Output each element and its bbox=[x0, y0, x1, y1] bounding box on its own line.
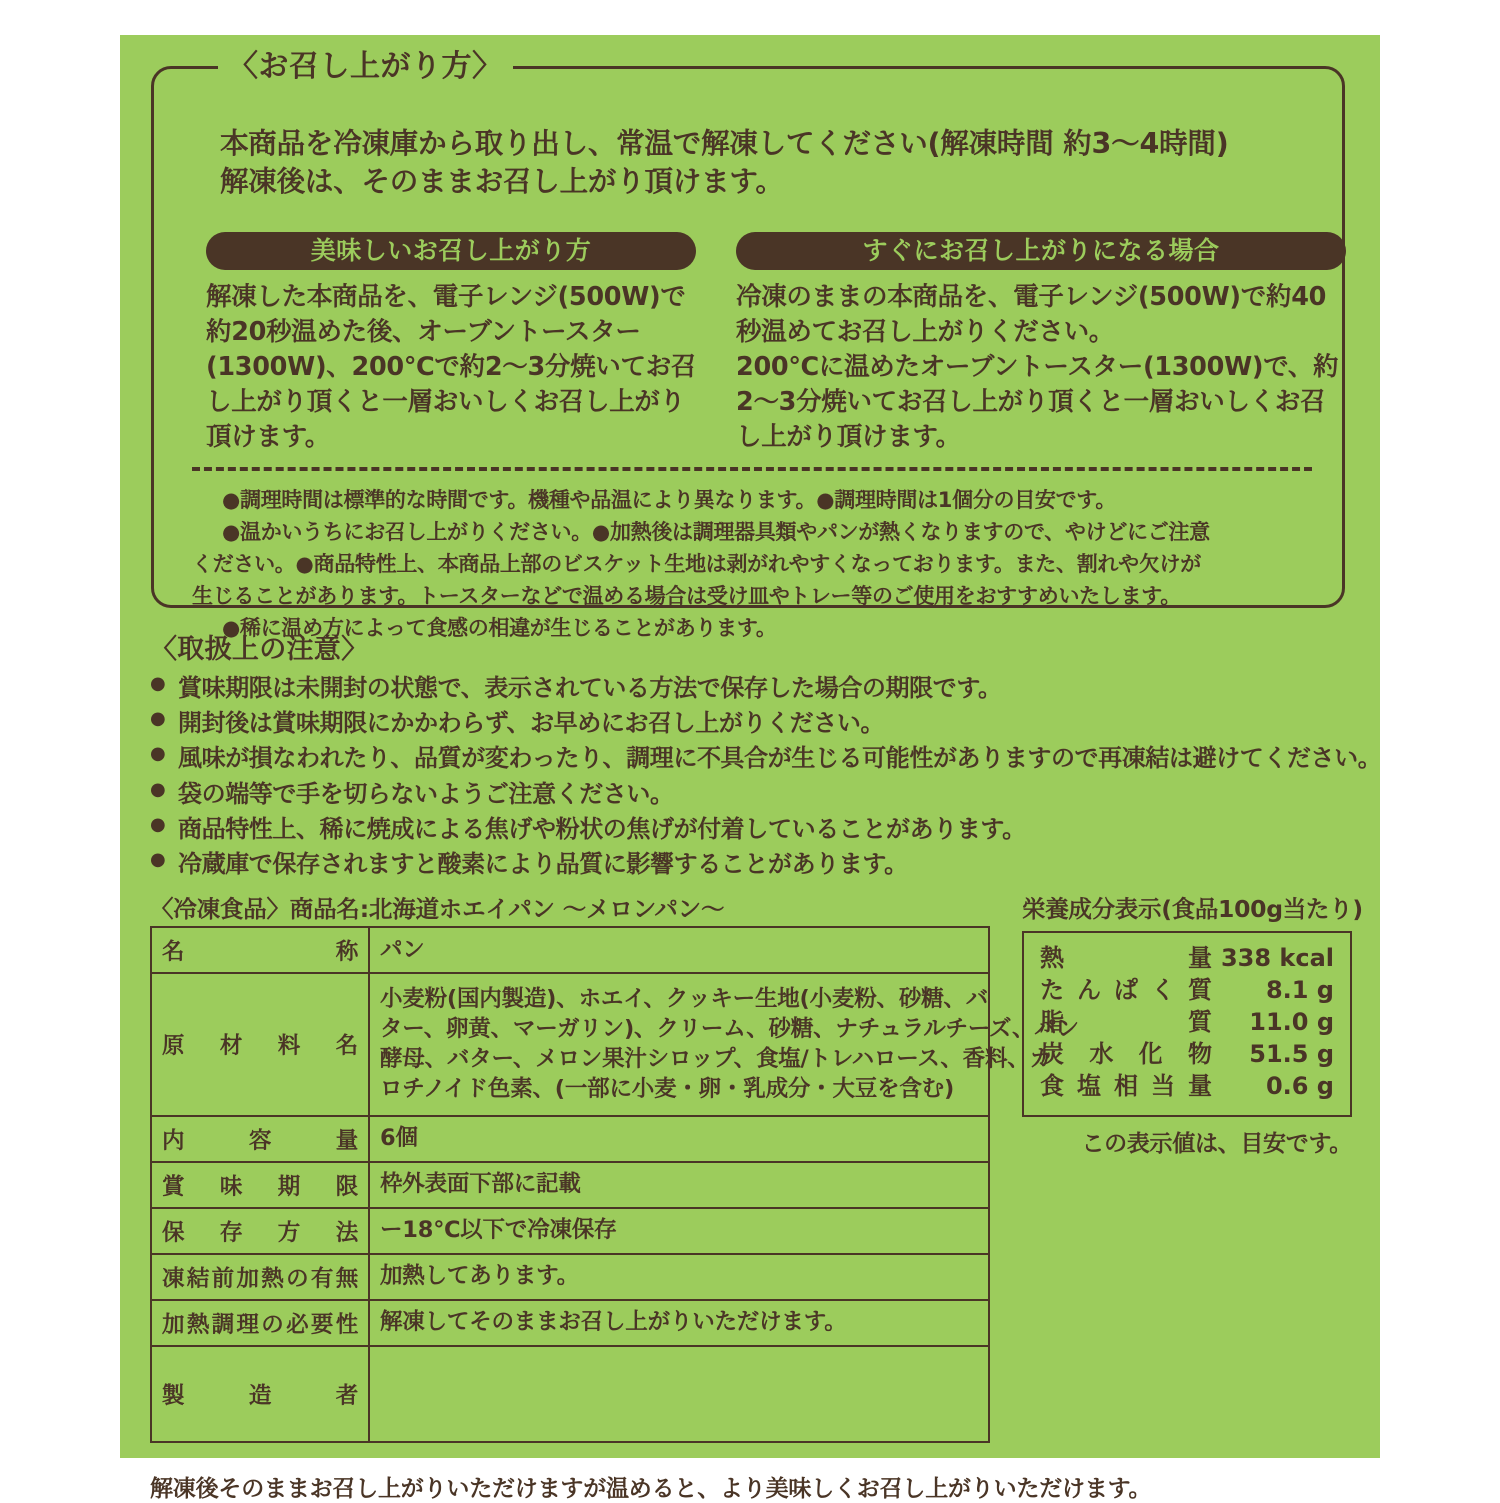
nutrition-row bbox=[1040, 1007, 1334, 1039]
nutrition-footnote: この表示値は、目安です。 bbox=[1081, 1130, 1352, 1157]
nutrition-table bbox=[1040, 943, 1334, 1103]
spec-value-line: 加熱してあります。 bbox=[380, 1263, 579, 1290]
nutrition-label: 脂質 bbox=[1040, 1007, 1212, 1036]
spec-value bbox=[369, 1346, 989, 1442]
cooking-note-line-2: ●温かいうちにお召し上がりください。●加熱後は調理器具類やパンが熱くなりますので、やけどにご注意 bbox=[222, 519, 1210, 544]
tasty-line-2: 約20秒温めた後、オーブントースター bbox=[206, 316, 641, 347]
handling-cautions-section bbox=[150, 633, 1382, 882]
method-heading-quick: すぐにお召し上がりになる場合 bbox=[736, 232, 1346, 270]
spec-key: 製造者 bbox=[151, 1346, 369, 1442]
spec-key: 原材料名 bbox=[151, 973, 369, 1116]
nutrition-row bbox=[1040, 975, 1334, 1007]
nutrition-value: 0.6 g bbox=[1265, 1071, 1334, 1100]
tasty-line-5: 頂けます。 bbox=[206, 421, 330, 452]
table-row bbox=[151, 1254, 989, 1300]
handling-item: ● 開封後は賞味期限にかかわらず、お早めにお召し上がりください。 bbox=[150, 706, 1370, 741]
cooking-note-line-3: ください。●商品特性上、本商品上部のビスケット生地は剥がれやすくなっております。また、割れや欠けが bbox=[192, 551, 1201, 576]
spec-value bbox=[369, 927, 989, 973]
spec-value-line: パン bbox=[380, 936, 425, 963]
cooking-note-line-4: 生じることがあります。トースターなどで温める場合は受け皿やトレー等のご使用をおすすめいたします。 bbox=[192, 583, 1181, 608]
handling-item: ● 冷蔵庫で保存されますと酸素により品質に影響することがあります。 bbox=[150, 847, 1370, 882]
footer-note: 解凍後そのままお召し上がりいただけますが温めると、より美味しくお召し上がりいただけます。 bbox=[150, 1476, 1152, 1502]
nutrition-value: 11.0 g bbox=[1249, 1007, 1334, 1036]
spec-value bbox=[369, 973, 1079, 1116]
spec-key: 賞味期限 bbox=[151, 1162, 369, 1208]
quick-line-2: 秒温めてお召し上がりください。 bbox=[736, 316, 1115, 347]
spec-value-line: 6個 bbox=[380, 1125, 418, 1152]
quick-line-3: 200℃に温めたオーブントースター(1300W)で、約 bbox=[736, 351, 1339, 382]
how-to-eat-box bbox=[151, 49, 1345, 640]
spec-key: 名称 bbox=[151, 927, 369, 973]
table-row bbox=[151, 1116, 989, 1162]
handling-item: ● 袋の端等で手を切らないようご注意ください。 bbox=[150, 777, 1370, 812]
method-columns bbox=[206, 232, 1346, 455]
nutrition-value: 8.1 g bbox=[1265, 975, 1334, 1004]
intro-line-2: 解凍後は、そのままお召し上がり頂けます。 bbox=[220, 164, 784, 198]
how-to-eat-intro bbox=[220, 125, 1330, 201]
spec-value bbox=[369, 1254, 989, 1300]
nutrition-label: 熱量 bbox=[1040, 944, 1212, 972]
nutrition-title: 栄養成分表示(食品100g当たり) bbox=[1022, 895, 1363, 923]
spec-key: 内容量 bbox=[151, 1116, 369, 1162]
tasty-line-3: (1300W)、200℃で約2〜3分焼いてお召 bbox=[206, 351, 697, 382]
method-column-tasty bbox=[206, 232, 696, 455]
specification-table bbox=[150, 926, 1079, 1443]
nutrition-value: 338 kcal bbox=[1220, 944, 1334, 972]
method-body-quick bbox=[736, 280, 1346, 455]
tasty-line-1: 解凍した本商品を、電子レンジ(500W)で bbox=[206, 282, 686, 312]
table-row bbox=[151, 1162, 989, 1208]
spec-key: 凍結前加熱の有無 bbox=[151, 1254, 369, 1300]
table-row bbox=[151, 1300, 989, 1346]
quick-line-1: 冷凍のままの本商品を、電子レンジ(500W)で約40 bbox=[736, 282, 1327, 312]
method-column-quick bbox=[736, 232, 1346, 455]
handling-item: ● 賞味期限は未開封の状態で、表示されている方法で保存した場合の期限です。 bbox=[150, 671, 1370, 706]
spec-value-line: 小麦粉(国内製造)、ホエイ、クッキー生地(小麦粉、砂糖、バ bbox=[380, 986, 989, 1012]
cooking-note-line-1: ●調理時間は標準的な時間です。機種や品温により異なります。●調理時間は1個分の目安です。 bbox=[222, 488, 1117, 512]
quick-line-4: 2〜3分焼いてお召し上がり頂くと一層おいしくお召 bbox=[736, 386, 1326, 417]
spec-value-line: ー18℃以下で冷凍保存 bbox=[380, 1217, 617, 1244]
nutrition-row bbox=[1040, 1071, 1334, 1103]
handling-cautions-title: 〈取扱上の注意〉 bbox=[150, 634, 369, 665]
nutrition-value: 51.5 g bbox=[1249, 1039, 1334, 1068]
handling-item: ● 商品特性上、稀に焼成による焦げや粉状の焦げが付着していることがあります。 bbox=[150, 812, 1370, 847]
table-row bbox=[151, 1208, 989, 1254]
spec-value-line: 枠外表面下部に記載 bbox=[380, 1171, 581, 1198]
nutrition-row bbox=[1040, 943, 1334, 975]
spec-value bbox=[369, 1162, 989, 1208]
table-row bbox=[151, 927, 989, 973]
nutrition-label: 炭水化物 bbox=[1040, 1039, 1212, 1068]
table-row bbox=[151, 973, 989, 1116]
method-heading-tasty: 美味しいお召し上がり方 bbox=[206, 232, 696, 270]
spec-key: 加熱調理の必要性 bbox=[151, 1300, 369, 1346]
handling-cautions-list bbox=[150, 671, 1382, 883]
product-name-line: 〈冷凍食品〉商品名:北海道ホエイパン 〜メロンパン〜 bbox=[150, 895, 725, 923]
dashed-divider bbox=[192, 467, 1312, 471]
spec-value-line: 酵母、バター、メロン果汁シロップ、食塩/トレハロース、香料、カ bbox=[380, 1046, 1052, 1073]
cooking-notes bbox=[192, 485, 1322, 645]
spec-value bbox=[369, 1116, 989, 1162]
how-to-eat-title: 〈お召し上がり方〉 bbox=[218, 47, 513, 87]
nutrition-label: 食塩相当量 bbox=[1040, 1071, 1212, 1100]
tasty-line-4: し上がり頂くと一層おいしくお召し上がり bbox=[206, 386, 685, 417]
nutrition-box bbox=[1022, 931, 1352, 1117]
cooking-note-line-5: ●稀に温め方によって食感の相違が生じることがあります。 bbox=[222, 615, 777, 640]
spec-value-line: ター、卵黄、マーガリン)、クリーム、砂糖、ナチュラルチーズ、パン bbox=[380, 1016, 1079, 1043]
table-row bbox=[151, 1346, 989, 1442]
spec-value bbox=[369, 1208, 989, 1254]
spec-key: 保存方法 bbox=[151, 1208, 369, 1254]
intro-line-1: 本商品を冷凍庫から取り出し、常温で解凍してください(解凍時間 約3〜4時間) bbox=[220, 127, 1229, 160]
quick-line-5: し上がり頂けます。 bbox=[736, 421, 961, 452]
handling-item: ● 風味が損なわれたり、品質が変わったり、調理に不具合が生じる可能性がありますので再凍結は避けてください。 bbox=[150, 741, 1370, 776]
nutrition-panel bbox=[1022, 890, 1363, 1158]
nutrition-row bbox=[1040, 1039, 1334, 1071]
nutrition-label: たんぱく質 bbox=[1040, 975, 1212, 1004]
method-body-tasty bbox=[206, 280, 696, 455]
spec-value-line: ロチノイド色素、(一部に小麦・卵・乳成分・大豆を含む) bbox=[380, 1076, 955, 1103]
spec-value-line: 解凍してそのままお召し上がりいただけます。 bbox=[380, 1309, 847, 1336]
spec-value bbox=[369, 1300, 989, 1346]
green-label-panel bbox=[120, 35, 1382, 1502]
